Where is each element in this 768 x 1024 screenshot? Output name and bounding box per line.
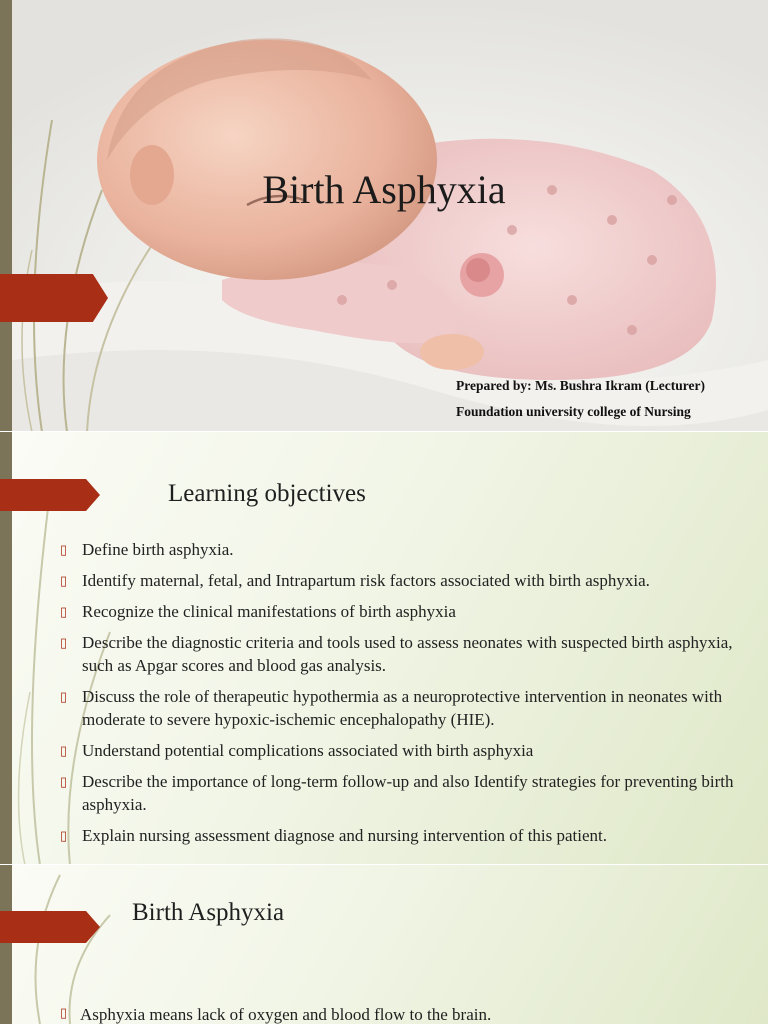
list-item: ▯ Discuss the role of therapeutic hypothermia as a neuroprotective intervention in neonates with moderate to severe hypoxic-ischemic encephalopathy (HIE). [60, 687, 723, 729]
objectives-list [60, 538, 750, 855]
square-bullet-icon: ▯ [60, 573, 68, 588]
list-item: ▯ Recognize the clinical manifestations of birth asphyxia [60, 602, 456, 621]
slide-accent-arrow [0, 479, 100, 511]
square-bullet-icon: ▯ [60, 635, 68, 650]
slide-accent-arrow [0, 274, 108, 322]
square-bullet-icon: ▯ [60, 774, 68, 789]
slide-side-bar [0, 865, 12, 1024]
decorative-grass-lines [0, 865, 160, 1024]
definition-text: ▯ Asphyxia means lack of oxygen and blood flow to the brain. [60, 1005, 492, 1024]
square-bullet-icon: ▯ [60, 743, 68, 758]
definition-heading: Birth Asphyxia [132, 899, 285, 926]
title-slide [0, 0, 768, 432]
objectives-slide [0, 432, 768, 865]
square-bullet-icon: ▯ [60, 1005, 68, 1020]
prepared-by-text: Prepared by: Ms. Bushra Ikram (Lecturer) [456, 378, 705, 393]
list-item: ▯ Describe the diagnostic criteria and tools used to assess neonates with suspected birth asphyxia, such as Apgar scores and blood gas analysis. [60, 633, 733, 675]
list-item: ▯ Identify maternal, fetal, and Intrapartum risk factors associated with birth asphyxia. [60, 571, 650, 590]
slide-title: Birth Asphyxia [262, 167, 506, 212]
square-bullet-icon: ▯ [60, 689, 68, 704]
square-bullet-icon: ▯ [60, 828, 68, 843]
sleeping-newborn-photo [12, 0, 768, 432]
slide-side-bar [0, 0, 12, 432]
list-item: ▯ Define birth asphyxia. [60, 540, 234, 559]
square-bullet-icon: ▯ [60, 542, 68, 557]
list-item: ▯ Understand potential complications associated with birth asphyxia [60, 741, 534, 760]
institution-text: Foundation university college of Nursing [456, 404, 691, 419]
objectives-heading: Learning objectives [168, 480, 366, 507]
definition-slide [0, 865, 768, 1024]
square-bullet-icon: ▯ [60, 604, 68, 619]
list-item: ▯ Describe the importance of long-term follow-up and also Identify strategies for preventing birth asphyxia. [60, 772, 734, 814]
slide-accent-arrow [0, 911, 100, 943]
list-item: ▯ Explain nursing assessment diagnose and nursing intervention of this patient. [60, 826, 608, 845]
